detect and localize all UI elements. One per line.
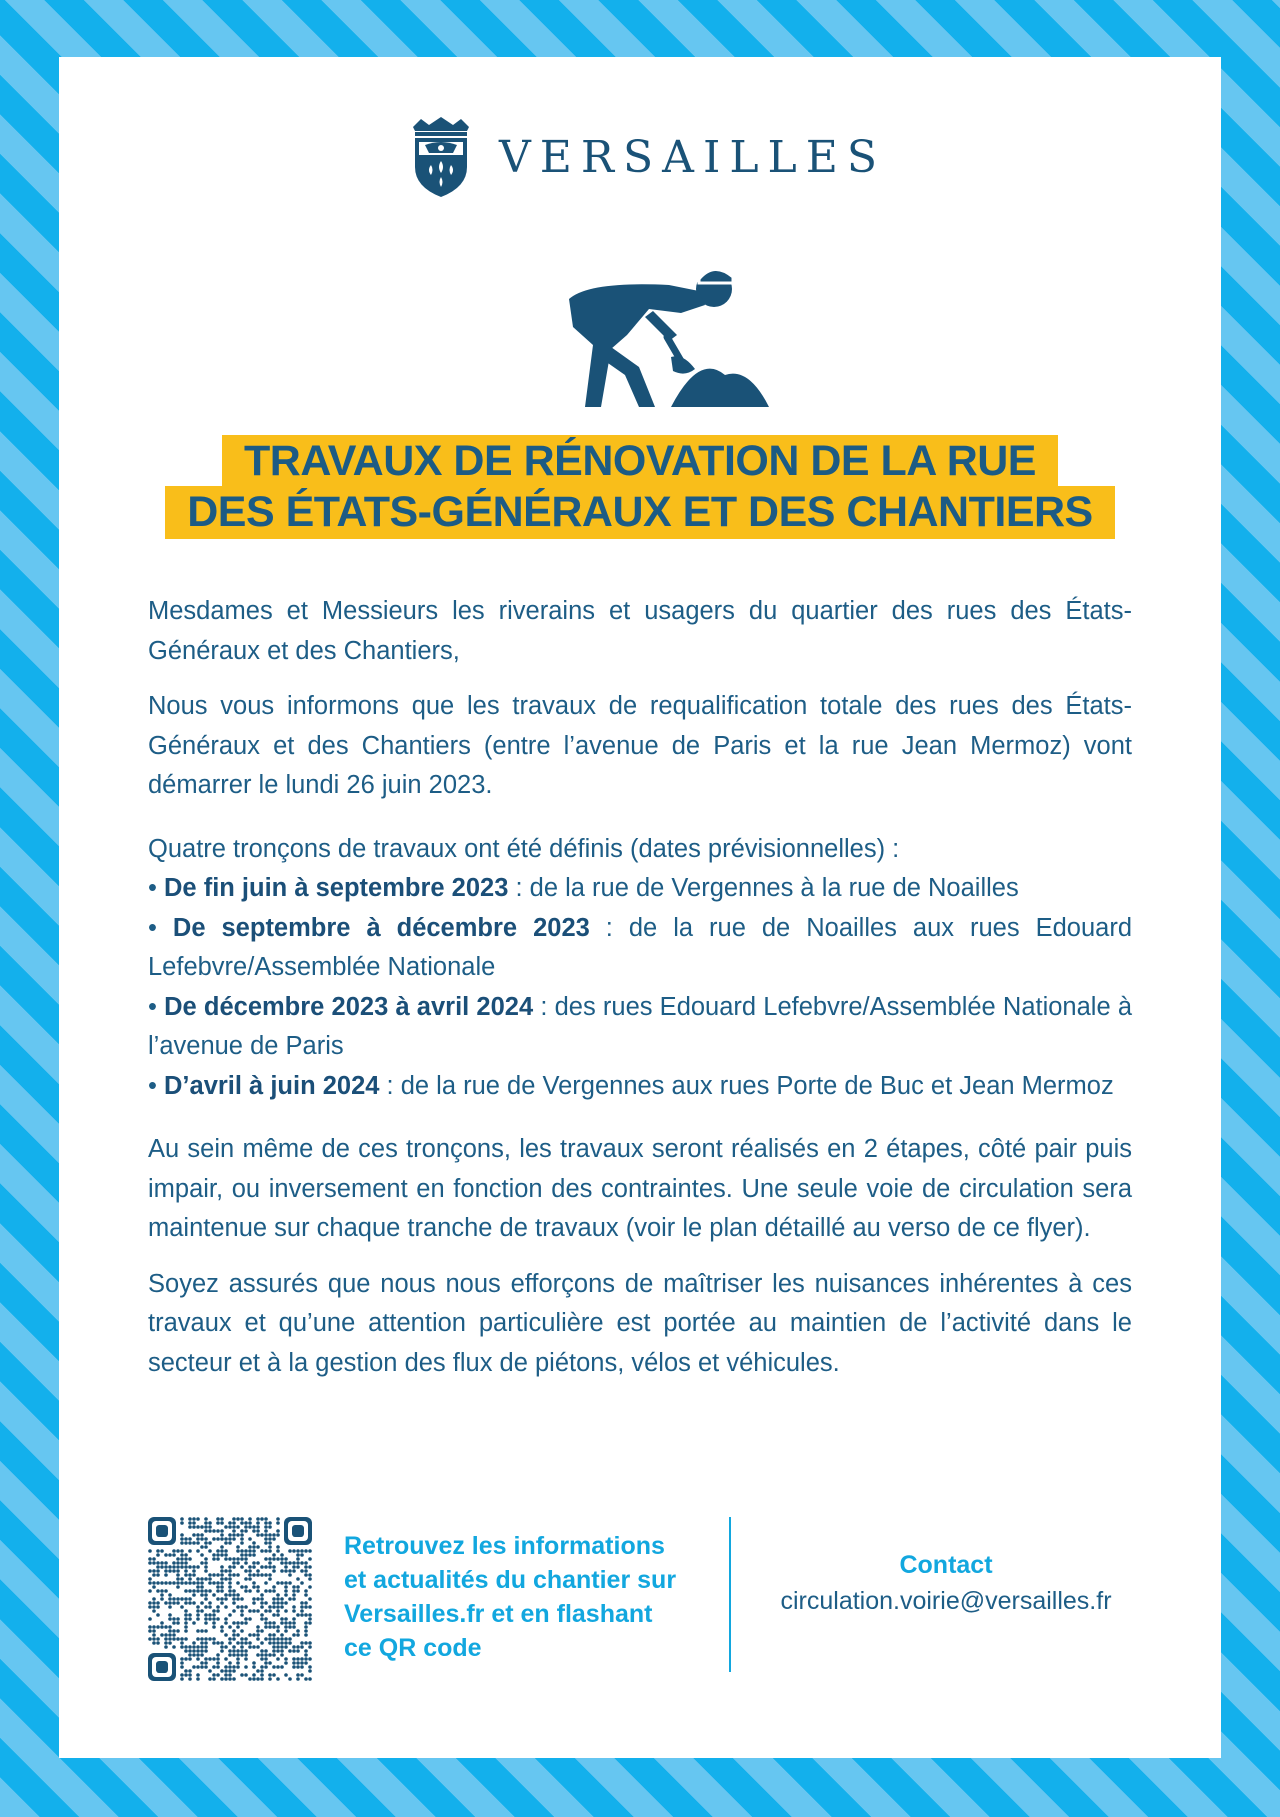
section-period: De septembre à décembre 2023 bbox=[172, 913, 590, 942]
logo-text: VERSAILLES bbox=[499, 131, 887, 183]
intro-paragraph: Nous vous informons que les travaux de requalification totale des rues des États-Généraux et des Chantiers (entre l’avenue de Paris et la rue Jean Mermoz) vont démarrer le lundi 26 juin 2023. bbox=[148, 692, 1132, 799]
list-item: • De septembre à décembre 2023 : de la rue de Noailles aux rues Edouard Lefebvre/Assemblée Nationale bbox=[148, 913, 1133, 981]
qr-info-text bbox=[344, 1529, 684, 1665]
section-desc: : de la rue de Vergennes à la rue de Noailles bbox=[508, 874, 1019, 902]
closing-paragraph: Soyez assurés que nous nous efforçons de maîtriser les nuisances inhérentes à ces travaux et qu’une attention particulière est portée au maintien de l’activité dans le secteur et à la gestion des flux de piétons, vélos et véhicules. bbox=[148, 1269, 1132, 1377]
section-period: D’avril à juin 2024 bbox=[164, 1071, 380, 1100]
section-period: De fin juin à septembre 2023 bbox=[164, 874, 509, 902]
qr-info-line: ce QR code bbox=[344, 1634, 482, 1662]
contact-block bbox=[760, 1547, 1132, 1619]
list-item: • D’avril à juin 2024 : de la rue de Vergennes aux rues Porte de Buc et Jean Mermoz bbox=[148, 1071, 1114, 1100]
flyer-sheet bbox=[59, 57, 1221, 1758]
section-desc: : des rues Edouard Lefebvre/Assemblée Nationale à l’avenue de Paris bbox=[148, 992, 1133, 1060]
section-period: De décembre 2023 à avril 2024 bbox=[164, 992, 534, 1021]
contact-label: Contact bbox=[899, 1551, 993, 1579]
qr-code-icon[interactable] bbox=[148, 1517, 312, 1681]
worker-digging-icon bbox=[549, 257, 789, 417]
qr-info-line: et actualités du chantier sur bbox=[344, 1566, 677, 1594]
section-desc: : de la rue de Noailles aux rues Edouard Lefebvre/Assemblée Nationale bbox=[148, 913, 1133, 981]
qr-info-line: Retrouvez les informations bbox=[344, 1532, 665, 1560]
title-line-2: DES ÉTATS-GÉNÉRAUX ET DES CHANTIERS bbox=[165, 486, 1115, 539]
versailles-crest-icon bbox=[409, 115, 473, 199]
stages-paragraph: Au sein même de ces tronçons, les travaux seront réalisés en 2 étapes, côté pair puis impair, ou inversement en fonction des contraintes. Une seule voie de circulation sera maintenue sur chaque tranche de travaux (voir le plan détaillé au verso de ce flyer). bbox=[148, 1135, 1132, 1242]
footer bbox=[148, 1517, 1132, 1707]
section-list bbox=[148, 869, 1132, 1106]
letter-body bbox=[148, 592, 1132, 1383]
greeting-paragraph: Mesdames et Messieurs les riverains et usagers du quartier des rues des États-Généraux et des Chantiers, bbox=[148, 597, 1132, 665]
page-title bbox=[59, 435, 1221, 539]
list-item: • De fin juin à septembre 2023 : de la rue de Vergennes à la rue de Noailles bbox=[148, 874, 1019, 902]
sections-intro: Quatre tronçons de travaux ont été définis (dates prévisionnelles) : bbox=[148, 834, 900, 863]
contact-email-link[interactable]: circulation.voirie@versailles.fr bbox=[780, 1587, 1112, 1615]
footer-divider bbox=[729, 1517, 731, 1672]
section-desc: : de la rue de Vergennes aux rues Porte de Buc et Jean Mermoz bbox=[379, 1071, 1114, 1100]
title-line-1: TRAVAUX DE RÉNOVATION DE LA RUE bbox=[222, 435, 1058, 488]
list-item: • De décembre 2023 à avril 2024 : des rues Edouard Lefebvre/Assemblée Nationale à l’avenue de Paris bbox=[148, 992, 1133, 1060]
versailles-logo bbox=[409, 112, 886, 202]
qr-info-line: Versailles.fr et en flashant bbox=[344, 1600, 653, 1628]
